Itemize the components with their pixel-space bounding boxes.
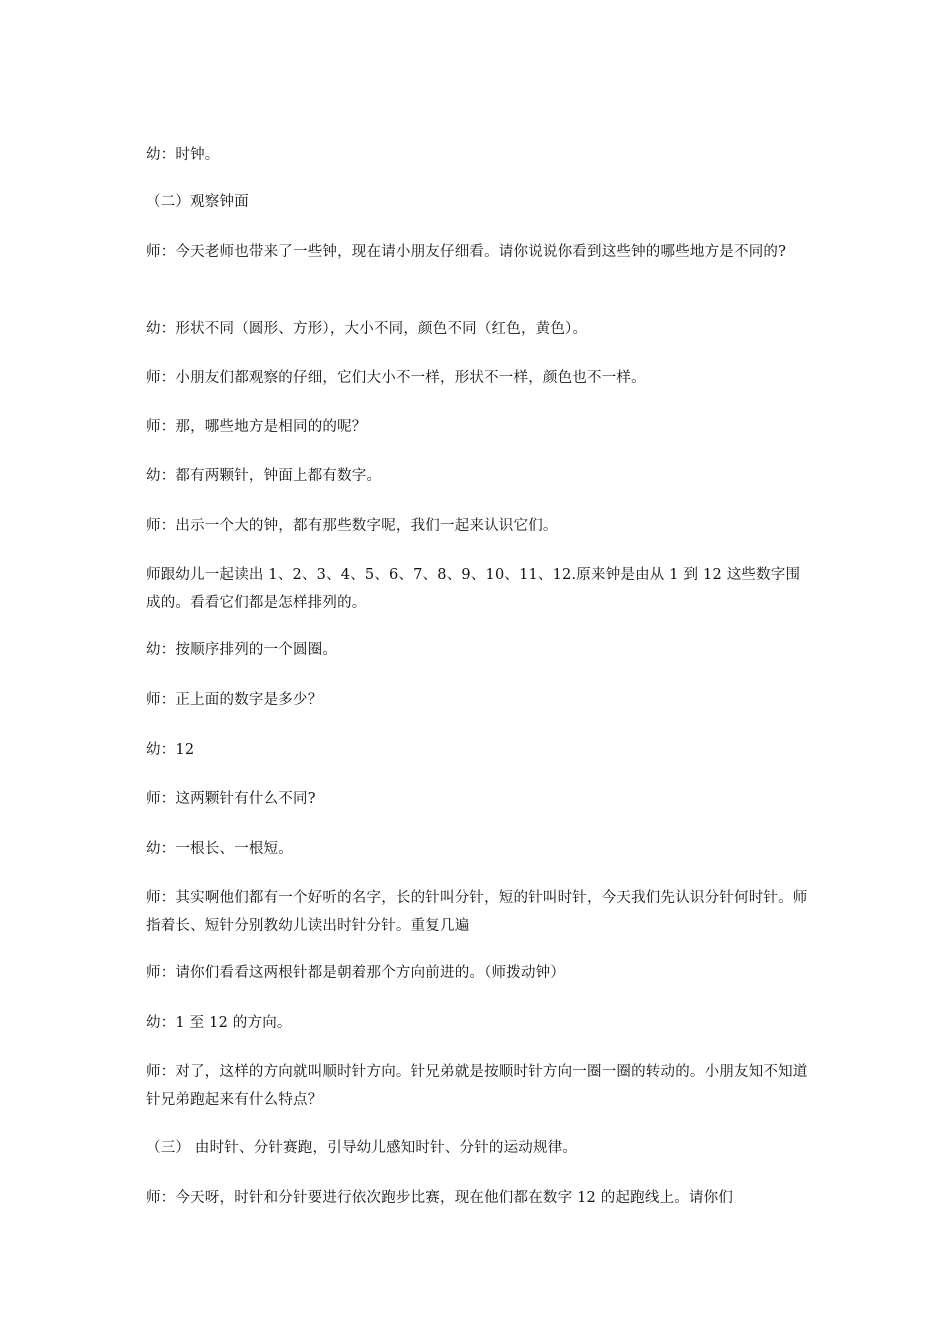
paragraph-16: 师：请你们看看这两根针都是朝着那个方向前进的。（师拨动钟） (146, 965, 566, 981)
paragraph-3: 师：今天老师也带来了一些钟，现在请小朋友仔细看。请你说说你看到这些钟的哪些地方是不同的? (146, 244, 787, 260)
section-heading-19: （三） 由时针、分针赛跑，引导幼儿感知时针、分针的运动规律。 (146, 1140, 578, 1156)
paragraph-18: 师：对了，这样的方向就叫顺时针方向。针兄弟就是按顺时针方向一圈一圈的转动的。小朋友知不知道针兄弟跑起来有什么特点？ (146, 1064, 808, 1108)
paragraph-5: 师：小朋友们都观察的仔细，它们大小不一样，形状不一样，颜色也不一样。 (146, 370, 646, 386)
paragraph-15: 师：其实啊他们都有一个好听的名字，长的针叫分针，短的针叫时针，今天我们先认识分针何时针。师指着长、短针分别教幼儿读出时针分针。重复几遍 (146, 890, 808, 934)
paragraph-10: 幼：按顺序排列的一个圆圈。 (146, 642, 338, 658)
paragraph-11: 师：正上面的数字是多少？ (146, 692, 323, 708)
paragraph-12: 幼：12 (146, 742, 195, 758)
paragraph-8: 师：出示一个大的钟，都有那些数字呢，我们一起来认识它们。 (146, 518, 558, 534)
paragraph-6: 师：那，哪些地方是相同的的呢？ (146, 419, 367, 435)
paragraph-1: 幼：时钟。 (146, 147, 220, 163)
paragraph-7: 幼：都有两颗针，钟面上都有数字。 (146, 468, 382, 484)
paragraph-9: 师跟幼儿一起读出 1、2、3、4、5、6、7、8、9、10、11、12.原来钟是由从 1 到 12 这些数字围成的。看看它们都是怎样排列的。 (146, 567, 801, 611)
paragraph-13: 师：这两颗针有什么不同? (146, 791, 316, 807)
paragraph-4: 幼：形状不同（圆形、方形），大小不同，颜色不同（红色，黄色）。 (146, 321, 588, 337)
section-heading-2: （二）观察钟面 (146, 194, 249, 210)
paragraph-17: 幼：1 至 12 的方向。 (146, 1015, 292, 1031)
paragraph-20: 师：今天呀，时针和分针要进行依次跑步比赛，现在他们都在数字 12 的起跑线上。请你们 (146, 1190, 734, 1206)
paragraph-14: 幼：一根长、一根短。 (146, 841, 293, 857)
